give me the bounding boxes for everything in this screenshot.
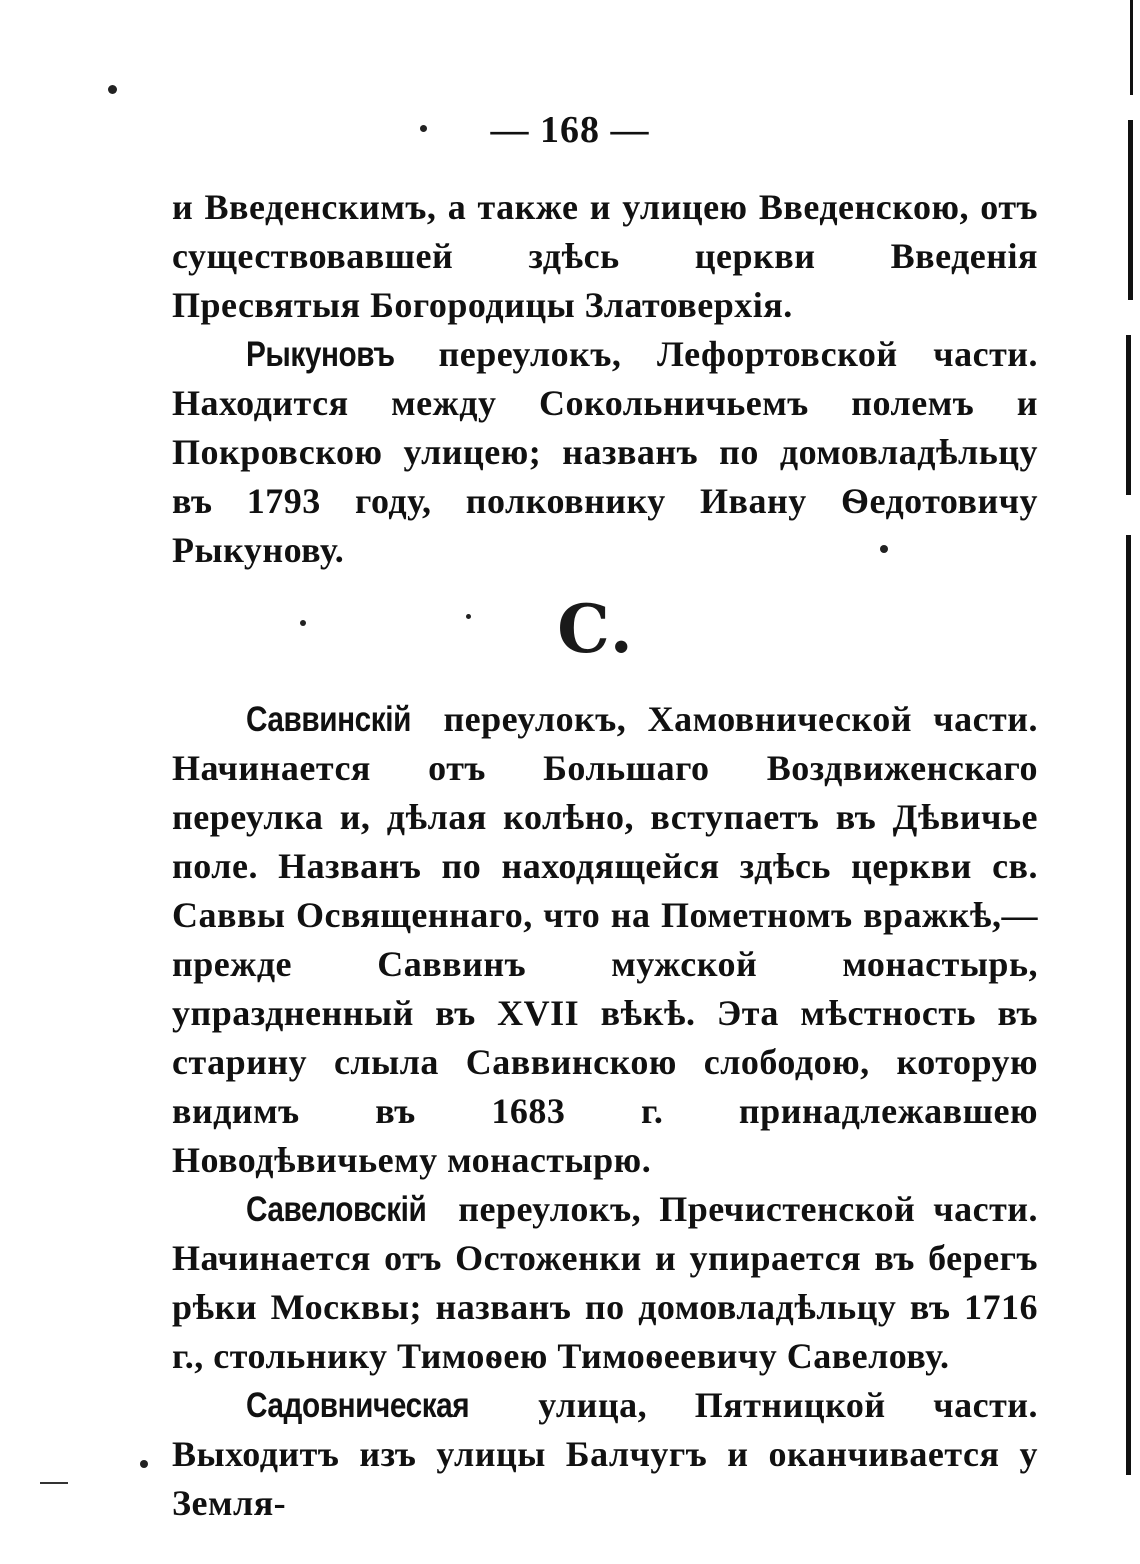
entry-sadovnicheskaya	[172, 1381, 1038, 1528]
text-block-top	[172, 183, 1038, 575]
entry-body: улица, Пятницкой части. Выходитъ изъ улицы Балчугъ и оканчивается у Земля-	[172, 1385, 1038, 1523]
scan-speck	[140, 1460, 148, 1468]
scan-edge-mark	[1126, 535, 1131, 1475]
entry-headword: Саввинскій	[246, 700, 411, 739]
scan-edge-mark	[1126, 335, 1131, 495]
entry-headword: Рыкуновъ	[246, 335, 395, 374]
paragraph-continuation: и Введенскимъ, а также и улицею Введенскою, отъ существовавшей здѣсь церкви Введенія Пресвятыя Богородицы Златоверхія.	[172, 187, 1038, 325]
entry-headword: Садовническая	[246, 1386, 470, 1425]
page-number: — 168 —	[490, 109, 650, 151]
section-letter: С.	[557, 590, 633, 668]
scan-speck	[108, 85, 117, 94]
scan-dash	[40, 1482, 68, 1484]
entry-savvinsky	[172, 695, 1038, 1185]
entry-headword: Савеловскій	[246, 1190, 427, 1229]
scan-edge-mark	[1130, 0, 1133, 95]
entry-savelovsky	[172, 1185, 1038, 1381]
entry-body: переулокъ, Лефортовской части. Находится между Сокольничьемъ полемъ и Покровскою улицею; названъ по домовладѣльцу въ 1793 году, полковнику Ивану Ѳедотовичу Рыкунову.	[172, 334, 1038, 570]
entry-body: переулокъ, Хамовнической части. Начинается отъ Большаго Воздвиженскаго переулка и, дѣлая колѣно, вступаетъ въ Дѣвичье поле. Названъ по находящейся здѣсь церкви св. Саввы Освященнаго, что на Пометномъ вражкѣ,—прежде Саввинъ мужской монастырь, упраздненный въ XVII вѣкѣ. Эта мѣстность въ старину слыла Саввинскою слободою, которую видимъ въ 1683 г. принадлежавшею Новодѣвичьему монастырю.	[172, 699, 1038, 1180]
entry-body: переулокъ, Пречистенской части. Начинается отъ Остоженки и упирается въ берегъ рѣки Москвы; названъ по домовладѣльцу въ 1716 г., стольнику Тимоѳею Тимоѳеевичу Савелову.	[172, 1189, 1038, 1376]
text-block-bottom	[172, 695, 1038, 1528]
entry-rykunov	[172, 330, 1038, 575]
